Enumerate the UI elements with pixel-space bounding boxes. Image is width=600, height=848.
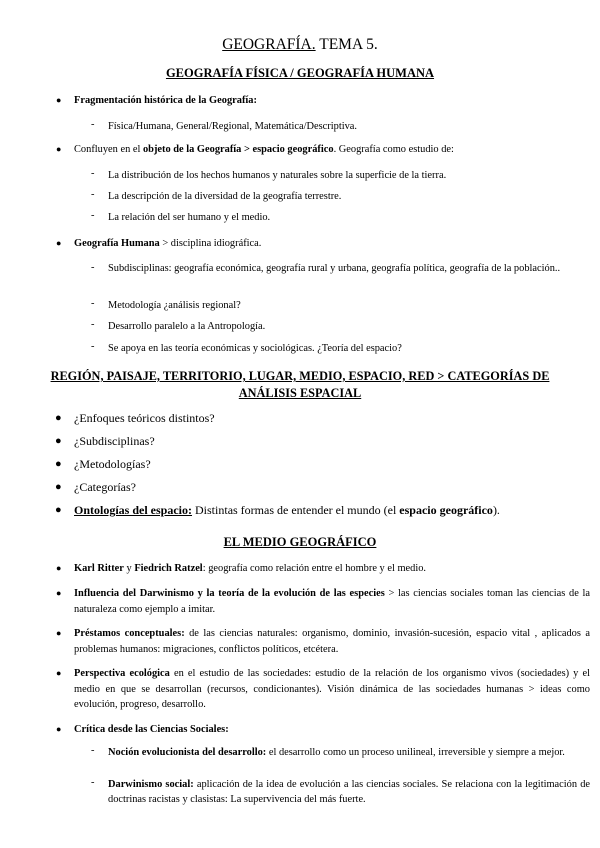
s2-ontologias: Ontologías del espacio: Distintas formas de entender el mundo (el espacio geográfico).	[74, 503, 500, 517]
s1-bullet3-sub3: Desarrollo paralelo a la Antropología.	[108, 321, 266, 332]
s2-question3: ¿Metodologías?	[74, 457, 151, 471]
s1-bullet3: Geografía Humana > disciplina idiográfica.	[74, 238, 262, 249]
s2-question1: ¿Enfoques teóricos distintos?	[74, 411, 215, 425]
title-tema: TEMA 5.	[319, 36, 378, 53]
s3-perspectiva-ecologica: Perspectiva ecológica en el estudio de las sociedades: estudio de la relación de los organismo vivos (sociedades) y el medio en que se desarrollan (recursos, condicionantes). Visión dinámica de las sociedades humanas > ideas como evolución, progreso, desarrollo.	[74, 668, 590, 710]
heading-medio-geografico: EL MEDIO GEOGRÁFICO	[223, 535, 377, 549]
dash-icon: -	[91, 319, 95, 330]
s2-question4: ¿Categorías?	[74, 480, 136, 494]
heading-geografia-fisica-humana: GEOGRAFÍA FÍSICA / GEOGRAFÍA HUMANA	[165, 66, 435, 80]
page-title	[0, 36, 600, 54]
dash-icon: -	[91, 210, 95, 221]
s1-bullet2-sub3: La relación del ser humano y el medio.	[108, 212, 271, 223]
bullet-icon: ●	[56, 238, 62, 248]
bullet-icon: ●	[56, 628, 62, 638]
bullet-icon: ●	[56, 563, 62, 573]
bullet-icon: ●	[56, 588, 62, 598]
dash-icon: -	[91, 341, 95, 352]
s3-ritter-ratzel: Karl Ritter y Fiedrich Ratzel: geografía como relación entre el hombre y el medio.	[74, 563, 427, 574]
bullet-icon: ●	[56, 144, 62, 154]
dash-icon: -	[91, 777, 95, 788]
s3-darwinismo: Influencia del Darwinismo y la teoría de la evolución de las especies > las ciencias sociales toman las ciencias de la naturaleza como ejemplo a imitar.	[74, 588, 590, 615]
dash-icon: -	[91, 298, 95, 309]
s3-critica-sub1: Noción evolucionista del desarrollo: el desarrollo como un proceso unilineal, irreversible y siempre a mejor.	[108, 747, 565, 758]
bullet-icon: ●	[56, 95, 62, 105]
dash-icon: -	[91, 189, 95, 200]
s1-bullet1-sub1: Física/Humana, General/Regional, Matemática/Descriptiva.	[108, 121, 357, 132]
dash-icon: -	[91, 168, 95, 179]
bullet-icon: ●	[55, 435, 62, 447]
bullet-icon: ●	[55, 412, 62, 424]
heading-categorias-line1: REGIÓN, PAISAJE, TERRITORIO, LUGAR, MEDIO, ESPACIO, RED > CATEGORÍAS DE	[50, 369, 550, 383]
bullet-icon: ●	[55, 458, 62, 470]
dash-icon: -	[91, 262, 95, 273]
s1-bullet2: Confluyen en el objeto de la Geografía > espacio geográfico. Geografía como estudio de:	[74, 144, 454, 155]
dash-icon: -	[91, 119, 95, 130]
bullet-icon: ●	[55, 481, 62, 493]
s3-critica-sub2: Darwinismo social: aplicación de la idea de evolución a las ciencias sociales. Se relaciona con la legitimación de doctrinas racistas y clasistas: La supervivencia del más fuerte.	[108, 779, 591, 805]
bullet-icon: ●	[56, 668, 62, 678]
s1-bullet3-sub4: Se apoya en las teoría económicas y sociológicas. ¿Teoría del espacio?	[108, 343, 402, 354]
s1-bullet1: Fragmentación histórica de la Geografía:	[74, 95, 257, 106]
bullet-icon: ●	[56, 724, 62, 734]
s1-bullet2-sub1: La distribución de los hechos humanos y naturales sobre la superficie de la tierra.	[108, 170, 447, 181]
title-geografia: GEOGRAFÍA.	[222, 36, 316, 53]
dash-icon: -	[91, 745, 95, 756]
bullet-icon: ●	[55, 504, 62, 516]
s3-prestamos: Préstamos conceptuales: de las ciencias naturales: organismo, dominio, invasión-sucesión, espacio vital , aplicados a problemas humanos: migraciones, conflictos políticos, etcétera.	[74, 628, 590, 655]
s1-bullet2-sub2: La descripción de la diversidad de la geografía terrestre.	[108, 191, 342, 202]
s3-critica: Crítica desde las Ciencias Sociales:	[74, 724, 229, 735]
s1-bullet3-sub2: Metodología ¿análisis regional?	[108, 300, 241, 311]
s2-question2: ¿Subdisciplinas?	[74, 434, 155, 448]
heading-categorias-line2: ANÁLISIS ESPACIAL	[238, 386, 362, 400]
s1-bullet3-sub1: Subdisciplinas: geografía económica, geografía rural y urbana, geografía política, geografía de la población..	[108, 263, 561, 274]
